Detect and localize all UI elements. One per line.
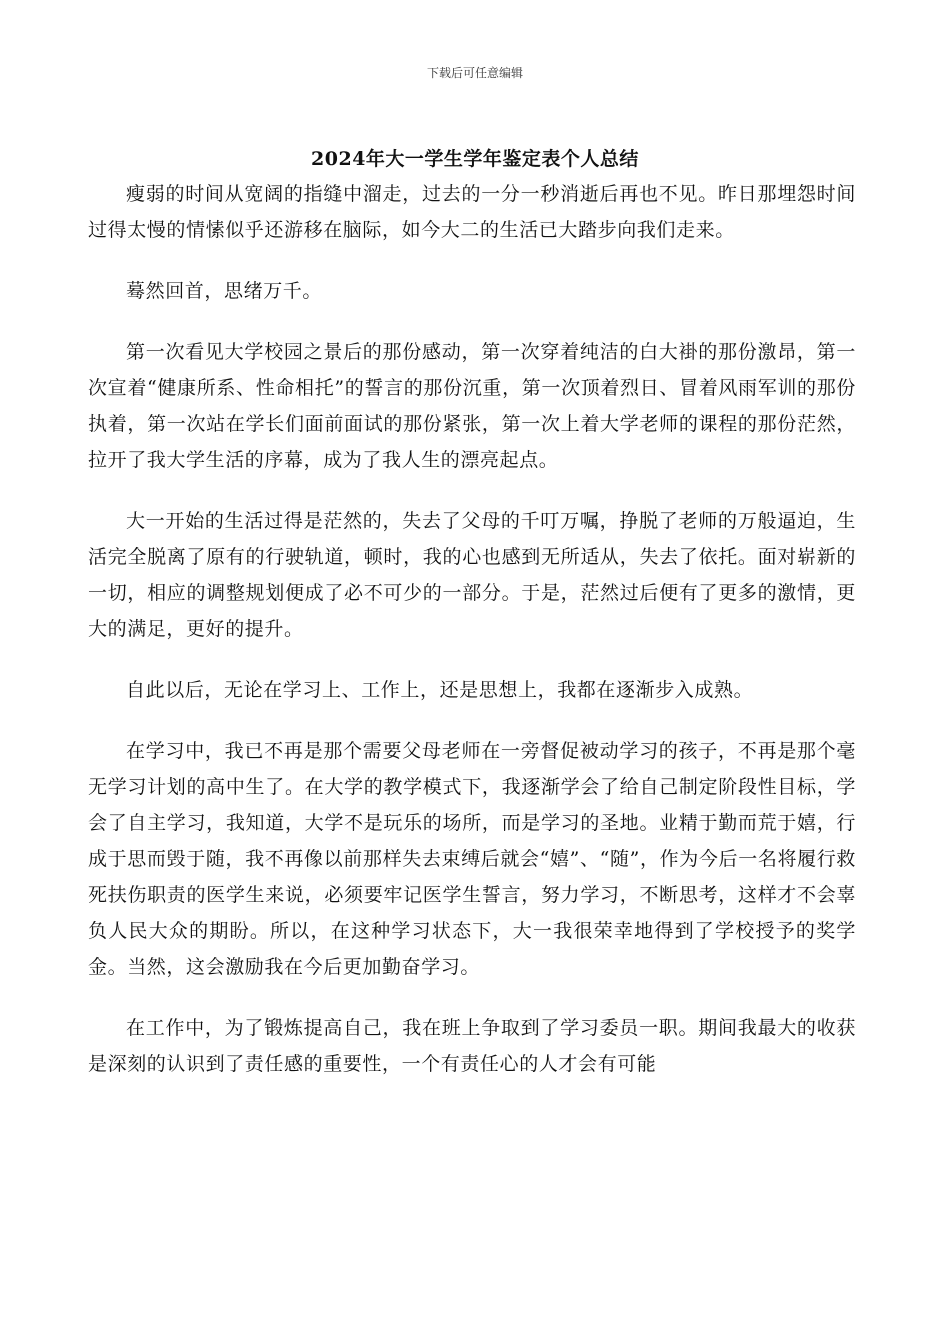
paragraph: 蓦然回首，思绪万千。 — [126, 280, 323, 302]
paragraph: 在工作中，为了锻炼提高自己，我在班上争取到了学习委员一职。期间我最大的收获是深刻的认识到了责任感的重要性，一个有责任心的人才会有可能 — [88, 1017, 856, 1075]
paragraph: 第一次看见大学校园之景后的那份感动，第一次穿着纯洁的白大褂的那份激昂，第一次宣着“健康所系、性命相托”的誓言的那份沉重，第一次顶着烈日、冒着风雨军训的那份执着，第一次站在学长们面前面试的那份紧张，第一次上着大学老师的课程的那份茫然，拉开了我大学生活的序幕，成为了我人生的漂亮起点。 — [88, 341, 856, 471]
paragraph: 在学习中，我已不再是那个需要父母老师在一旁督促被动学习的孩子，不再是那个毫无学习计划的高中生了。在大学的教学模式下，我逐渐学会了给自己制定阶段性目标，学会了自主学习，我知道，大学不是玩乐的场所，而是学习的圣地。业精于勤而荒于嬉，行成于思而毁于随，我不再像以前那样失去束缚后就会“嬉”、“随”，作为今后一名将履行救死扶伤职责的医学生来说，必须要牢记医学生誓言，努力学习，不断思考，这样才不会辜负人民大众的期盼。所以，在这种学习状态下，大一我很荣幸地得到了学校授予的奖学金。当然，这会激励我在今后更加勤奋学习。 — [88, 740, 856, 978]
paragraph: 大一开始的生活过得是茫然的，失去了父母的千叮万嘱，挣脱了老师的万般逼迫，生活完全脱离了原有的行驶轨道，顿时，我的心也感到无所适从，失去了依托。面对崭新的一切，相应的调整规划便成了必不可少的一部分。于是，茫然过后便有了更多的激情，更大的满足，更好的提升。 — [88, 510, 856, 640]
document-title: 2024年大一学生学年鉴定表个人总结 — [311, 148, 639, 170]
document-body — [88, 176, 856, 1107]
page-header: 下载后可任意编辑 — [426, 66, 523, 80]
paragraph: 瘦弱的时间从宽阔的指缝中溜走，过去的一分一秒消逝后再也不见。昨日那埋怨时间过得太慢的情愫似乎还游移在脑际，如今大二的生活已大踏步向我们走来。 — [88, 183, 856, 241]
paragraph: 自此以后，无论在学习上、工作上，还是思想上，我都在逐渐步入成熟。 — [126, 679, 754, 701]
